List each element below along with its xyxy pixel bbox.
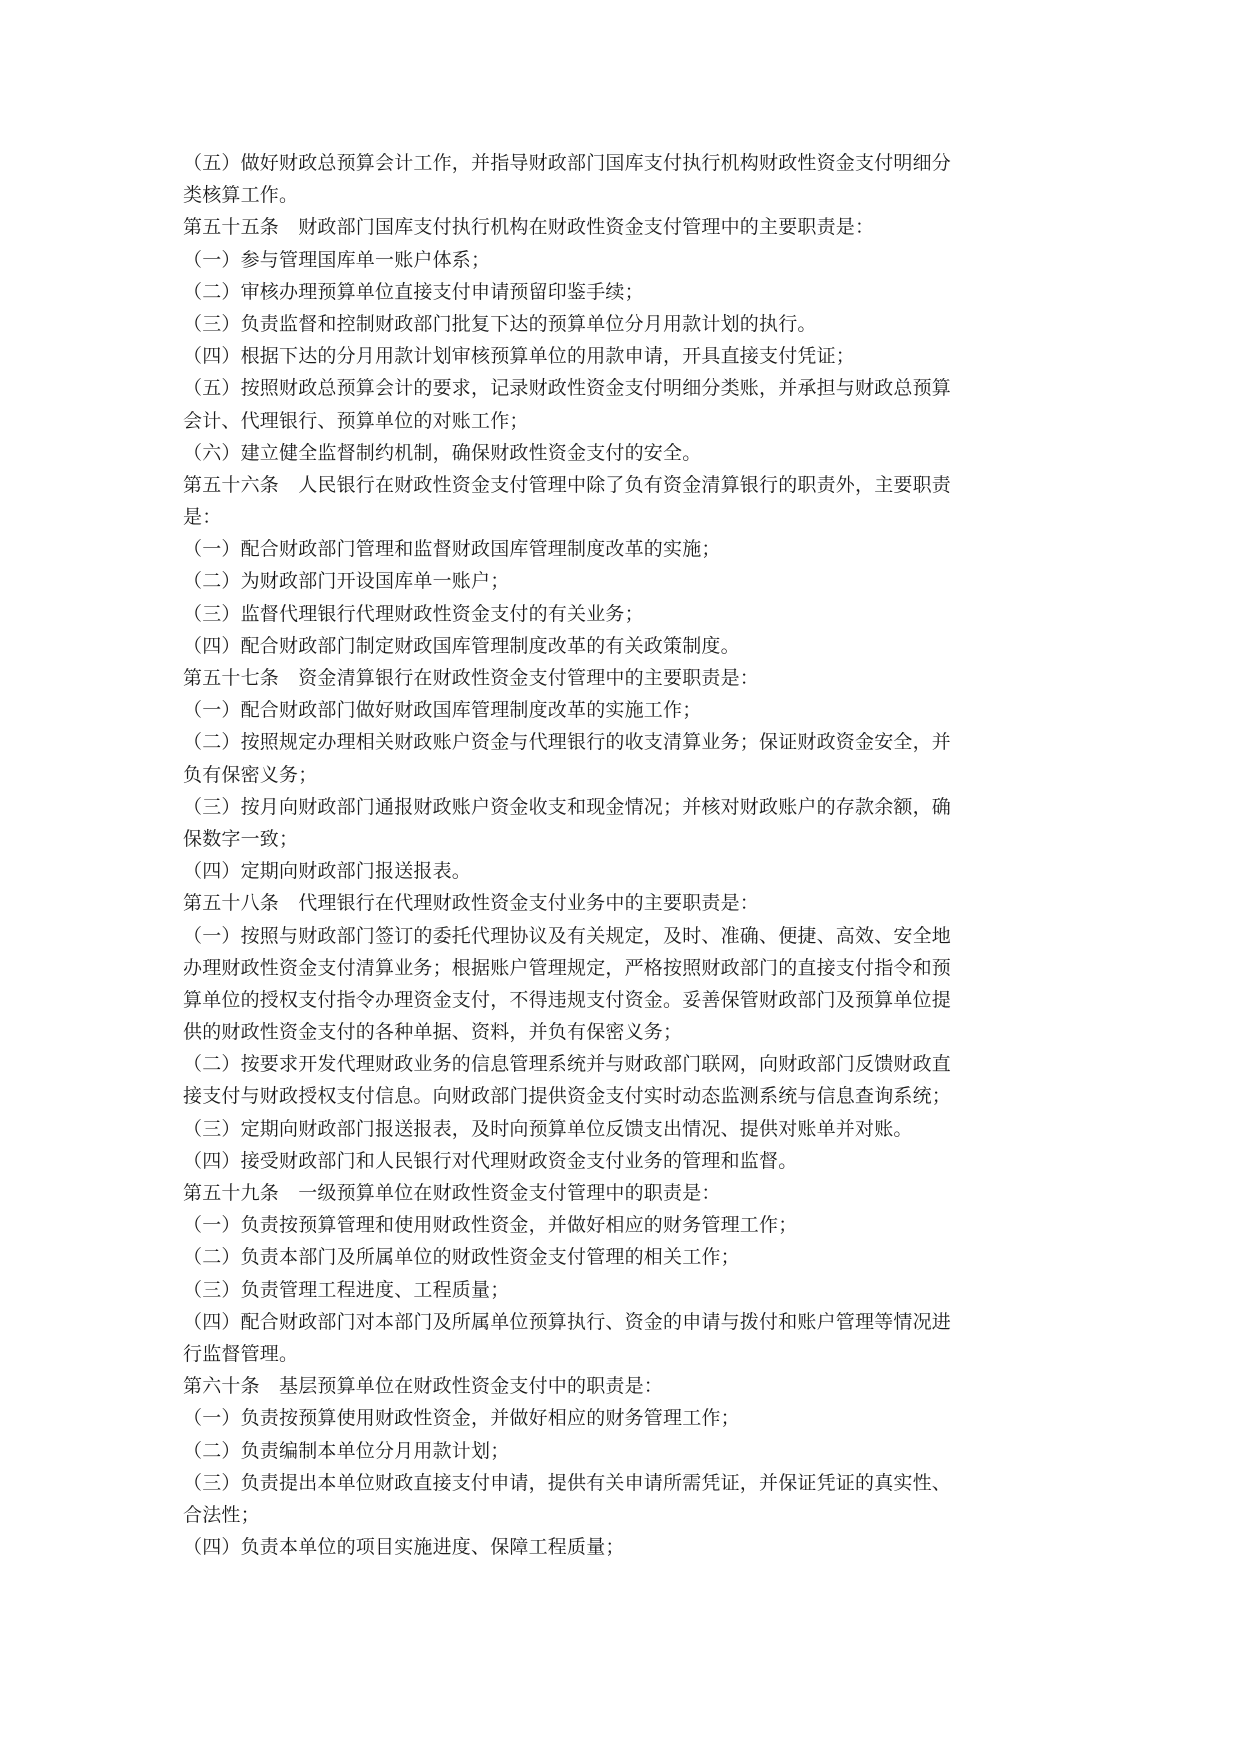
- text-line: （二）为财政部门开设国库单一账户；: [183, 570, 510, 593]
- text-line: （六）建立健全监督制约机制，确保财政性资金支付的安全。: [183, 441, 702, 464]
- text-line: （四）配合财政部门对本部门及所属单位预算执行、资金的申请与拨付和账户管理等情况进: [183, 1310, 952, 1333]
- text-line: （三）监督代理银行代理财政性资金支付的有关业务；: [183, 602, 644, 625]
- article-heading: 第六十条 基层预算单位在财政性资金支付中的职责是：: [183, 1375, 664, 1398]
- text-line: （四）接受财政部门和人民银行对代理财政资金支付业务的管理和监督。: [183, 1149, 798, 1172]
- text-line: 办理财政性资金支付清算业务；根据账户管理规定，严格按照财政部门的直接支付指令和预: [183, 956, 952, 979]
- text-line: （五）按照财政总预算会计的要求，记录财政性资金支付明细分类账，并承担与财政总预算: [183, 377, 952, 400]
- text-line: （三）负责提出本单位财政直接支付申请，提供有关申请所需凭证，并保证凭证的真实性、: [183, 1471, 952, 1494]
- text-line: （一）负责按预算使用财政性资金，并做好相应的财务管理工作；: [183, 1407, 740, 1430]
- text-line: （四）定期向财政部门报送报表。: [183, 860, 472, 883]
- text-line: （四）负责本单位的项目实施进度、保障工程质量；: [183, 1536, 625, 1559]
- text-line: 行监督管理。: [183, 1342, 299, 1365]
- text-line: （二）负责编制本单位分月用款计划；: [183, 1439, 510, 1462]
- text-line: （二）负责本部门及所属单位的财政性资金支付管理的相关工作；: [183, 1246, 740, 1269]
- text-line: （三）按月向财政部门通报财政账户资金收支和现金情况；并核对财政账户的存款余额，确: [183, 795, 952, 818]
- article-heading: 第五十七条 资金清算银行在财政性资金支付管理中的主要职责是：: [183, 667, 760, 689]
- article-heading: 第五十六条 人民银行在财政性资金支付管理中除了负有资金清算银行的职责外，主要职责: [183, 473, 952, 496]
- text-line: （四）根据下达的分月用款计划审核预算单位的用款申请，开具直接支付凭证；: [183, 345, 856, 368]
- text-line: （三）定期向财政部门报送报表，及时向预算单位反馈支出情况、提供对账单并对账。: [183, 1117, 913, 1140]
- article-heading: 第五十九条 一级预算单位在财政性资金支付管理中的职责是：: [183, 1182, 721, 1204]
- article-heading: 第五十八条 代理银行在代理财政性资金支付业务中的主要职责是：: [183, 892, 760, 915]
- text-line: 会计、代理银行、预算单位的对账工作；: [183, 409, 529, 432]
- text-line: （三）负责监督和控制财政部门批复下达的预算单位分月用款计划的执行。: [183, 312, 817, 335]
- text-line: （三）负责管理工程进度、工程质量；: [183, 1278, 510, 1301]
- text-line: （一）配合财政部门管理和监督财政国库管理制度改革的实施；: [183, 538, 721, 561]
- text-line: 算单位的授权支付指令办理资金支付，不得违规支付资金。妥善保管财政部门及预算单位提: [183, 988, 952, 1011]
- text-line: 合法性；: [183, 1503, 260, 1526]
- text-line: （一）配合财政部门做好财政国库管理制度改革的实施工作；: [183, 699, 702, 722]
- text-line: 是：: [183, 506, 222, 529]
- text-line: 负有保密义务；: [183, 763, 318, 786]
- text-line: （一）按照与财政部门签订的委托代理协议及有关规定，及时、准确、便捷、高效、安全地: [183, 924, 952, 947]
- text-line: （二）按要求开发代理财政业务的信息管理系统并与财政部门联网，向财政部门反馈财政直: [183, 1053, 952, 1076]
- text-line: 供的财政性资金支付的各种单据、资料，并负有保密义务；: [183, 1021, 683, 1044]
- text-line: 接支付与财政授权支付信息。向财政部门提供资金支付实时动态监测系统与信息查询系统；: [183, 1085, 952, 1108]
- text-line: （二）审核办理预算单位直接支付申请预留印鉴手续；: [183, 280, 644, 303]
- document-body: [183, 147, 1063, 1563]
- text-line: （五）做好财政总预算会计工作，并指导财政部门国库支付执行机构财政性资金支付明细分: [183, 152, 952, 174]
- text-line: （四）配合财政部门制定财政国库管理制度改革的有关政策制度。: [183, 634, 740, 657]
- text-line: （二）按照规定办理相关财政账户资金与代理银行的收支清算业务；保证财政资金安全，并: [183, 731, 952, 754]
- text-line: 保数字一致；: [183, 827, 299, 850]
- article-heading: 第五十五条 财政部门国库支付执行机构在财政性资金支付管理中的主要职责是：: [183, 216, 875, 239]
- text-line: （一）参与管理国库单一账户体系；: [183, 248, 491, 271]
- text-line: （一）负责按预算管理和使用财政性资金，并做好相应的财务管理工作；: [183, 1214, 798, 1237]
- text-line: 类核算工作。: [183, 184, 299, 207]
